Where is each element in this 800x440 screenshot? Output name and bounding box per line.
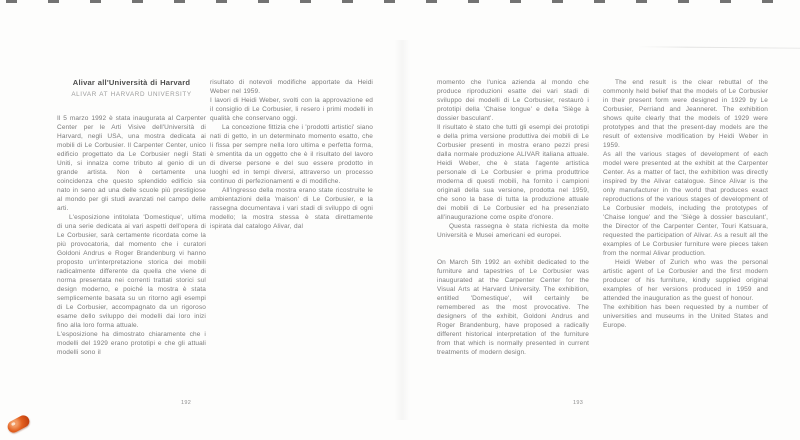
page-gutter-shadow (394, 40, 410, 420)
text-paragraph: As all the various stages of development of each model were presented at the exhibit at the Carpenter Center. As a matter of fact, the exhibition was directly inspired by the Alivar catalogue. Since Alivar is the only manufacturer in the world that produces exact reproductions of the various stages of development of Le Corbusier models, including the prototypes of 'Chaise longue' and the 'Siège à dossier basculant', the Director of the Carpenter Center, Touri Katsuara, requested the participation of Alivar. As a result all the examples of Le Corbusier furniture were pieces taken from the normal Alivar production. (603, 151, 768, 257)
text-paragraph: Questa rassegna è stata richiesta da molte Università e Musei americani ed europei. (437, 223, 589, 239)
right-page-column-2 (603, 78, 768, 330)
text-paragraph: On March 5th 1992 an exhibit dedicated to the furniture and tapestries of Le Corbusier was inaugurated at the Carpenter Center for the Visual Arts at Harvard University. The exhibition, entitled 'Domestique', will certainly be remembered as the most provocative. The designers of the exhibit, Goldoni Andrus and Roger Brandenburg, have proposed a radically different historical interpretation of the furniture from that which is normally presented in current treatments of modern design. (437, 259, 589, 356)
right-page-column-1 (437, 78, 589, 357)
text-paragraph: All'ingresso della mostra erano state ricostruite le ambientazioni della 'maison' di Le Corbusier, e la rassegna documentava i vari stadi di sviluppo di ogni modello; la mostra stessa è stata direttamente ispirata dal catalogo Alivar, dal (210, 187, 373, 230)
text-paragraph: Il 5 marzo 1992 è stata inaugurata al Carpenter Center per le Arti Visive dell'Università di Harvard, negli USA, una mostra dedicata ai mobili di Le Corbusier. Il Carpenter Center, unico edificio progettato da Le Corbusier negli Stati Uniti, si innalza come tributo al genio di un grande artista. Non è certamente una coincidenza che questo splendido edificio sia nato in seno ad una delle scuole più prestigiose al mondo per gli studi avanzati nel campo delle arti. (57, 115, 206, 212)
left-page-column-2 (210, 78, 373, 231)
text-paragraph: Il risultato è stato che tutti gli esempi dei prototipi e della prima versione produttiva dei mobili di Le Corbusier presenti in mostra erano pezzi presi dalla normale produzione ALIVAR italiana attuale. Heidi Weber, che è stata l'agente artistica personale di Le Corbusier e prima produttrice moderna di questi mobili, ha fornito i campioni originali della sua versione, prodotta nel 1959, che sono la base di tutta la produzione attuale dei mobili di Le Corbusier ed ha presenziato all'inaugurazione come ospite d'onore. (437, 124, 589, 221)
orange-marker-icon (6, 413, 32, 434)
text-paragraph: L'esposizione ha dimostrato chiaramente che i modelli del 1929 erano prototipi e che gli attuali modelli sono il (57, 331, 206, 356)
text-paragraph: Heidi Weber of Zurich who was the personal artistic agent of Le Corbusier and the first modern producer of his furniture, kindly supplied original examples of her versions produced in 1959 and attended the inauguration as the guest of honour. (603, 259, 768, 302)
text-paragraph: I lavori di Heidi Weber, svolti con la approvazione ed il consiglio di Le Corbusier, li resero i primi modelli in qualità che conservano oggi. (210, 97, 373, 122)
page-number-right: 193 (573, 400, 584, 406)
article-title-english: ALIVAR AT HARVARD UNIVERSITY (71, 91, 192, 98)
page-number-left: 192 (181, 400, 192, 406)
text-paragraph: The end result is the clear rebuttal of the commonly held belief that the models of Le Corbusier in their present form were designed in 1929 by Le Corbusier, Perriand and Jeanneret. The exhibition shows quite clearly that the models of 1929 were prototypes and that the present-day models are the result of extensive modification by Heidi Weber in 1959. (603, 79, 768, 149)
film-edge-marks (6, 0, 800, 3)
text-paragraph: The exhibition has been requested by a number of universities and museums in the United States and Europe. (603, 304, 768, 329)
article-title-italian: Alivar all'Università di Harvard (72, 78, 191, 87)
left-page-column-1 (57, 78, 206, 357)
text-paragraph: risultato di notevoli modifiche apportate da Heidi Weber nel 1959. (210, 79, 373, 95)
page-edge-line (638, 46, 800, 48)
text-paragraph: momento che l'unica azienda al mondo che produce riproduzioni esatte dei vari stadi di sviluppo dei modelli di Le Corbusier, restaurò i prototipi della 'Chaise longue' e della 'Siège à dossier basculant'. (437, 79, 589, 122)
text-paragraph: L'esposizione intitolata 'Domestique', ultima di una serie dedicata ai vari aspetti dell'opera di Le Corbusier, sarà certamente ricordata come la più provocatoria, dal momento che i curatori Goldoni Andrus e Roger Brandenburg vi hanno proposto un'interpretazione storica dei mobili radicalmente differente da quella che viene di norma presentata nei correnti trattati storici sul design moderno, e poiché la mostra è stata semplicemente basata su un ritorno agli esempi di Le Corbusier, accompagnato da un rigoroso esame dello sviluppo dei modelli dai loro inizi fino alla loro forma attuale. (57, 214, 206, 329)
text-paragraph: La concezione fittizia che i 'prodotti artistici' siano nati di getto, in un determinato momento esatto, che li fissa per sempre nella loro ultima e perfetta forma, è smentita da un oggetto che è il risultato del lavoro di diverse persone e del suo essere prodotto in luoghi ed in tempi diversi, attraverso un processo continuo di perfezionamenti e di modifiche. (210, 124, 373, 185)
